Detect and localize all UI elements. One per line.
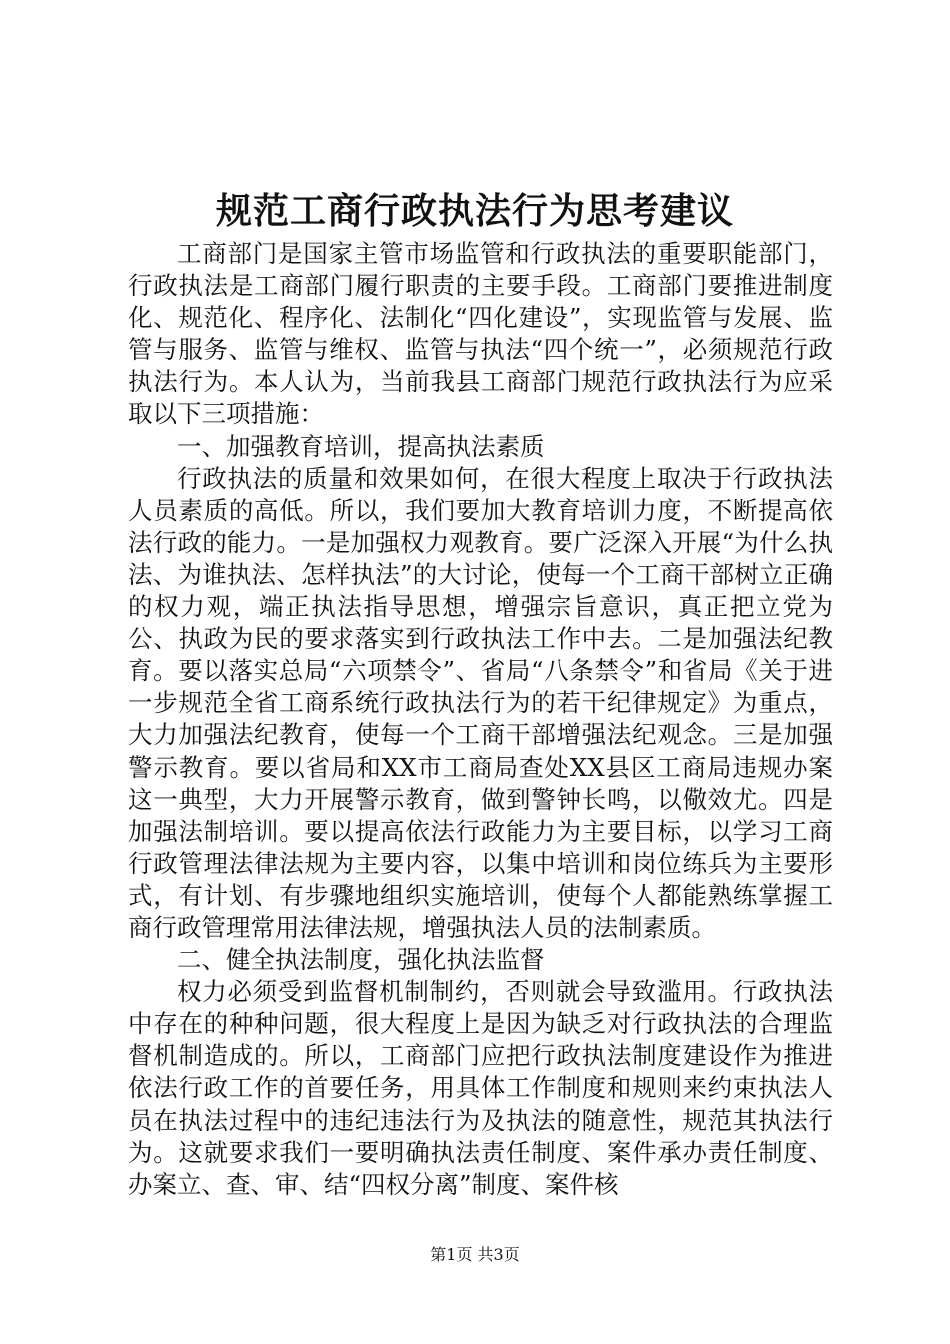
section-2-paragraph: 权力必须受到监督机制制约，否则就会导致滥用。行政执法中存在的种种问题，很大程度上是因为缺乏对行政执法的合理监督机制造成的。所以，工商部门应把行政执法制度建设作为推进依法行政工作的首要任务，用具体工作制度和规则来约束执法人员在执法过程中的违纪违法行为及执法的随意性，规范其执法行为。这就要求我们一要明确执法责任制度、案件承办责任制度、办案立、查、审、结“四权分离”制度、案件核 [128,977,833,1199]
intro-paragraph: 工商部门是国家主管市场监管和行政执法的重要职能部门，行政执法是工商部门履行职责的主要手段。工商部门要推进制度化、规范化、程序化、法制化“四化建设”，实现监管与发展、监管与服务、监管与维权、监管与执法“四个统一”，必须规范行政执法行为。本人认为，当前我县工商部门规范行政执法行为应采取以下三项措施： [128,239,833,429]
section-heading-2: 二、健全执法制度，强化执法监督 [177,945,545,975]
page-footer: 第1页 共3页 [430,1245,520,1264]
section-1-paragraph: 行政执法的质量和效果如何，在很大程度上取决于行政执法人员素质的高低。所以，我们要加大教育培训力度，不断提高依法行政的能力。一是加强权力观教育。要广泛深入开展“为什么执法、为谁执法、怎样执法”的大讨论，使每一个工商干部树立正确的权力观，端正执法指导思想，增强宗旨意识，真正把立党为公、执政为民的要求落实到行政执法工作中去。二是加强法纪教育。要以落实总局“六项禁令”、省局“八条禁令”和省局《关于进一步规范全省工商系统行政执法行为的若干纪律规定》为重点，大力加强法纪教育，使每一个工商干部增强法纪观念。三是加强警示教育。要以省局和XX市工商局查处XX县区工商局违规办案这一典型，大力开展警示教育，做到警钟长鸣，以儆效尤。四是加强法制培训。要以提高依法行政能力为主要目标，以学习工商行政管理法律法规为主要内容，以集中培训和岗位练兵为主要形式，有计划、有步骤地组织实施培训，使每个人都能熟练掌握工商行政管理常用法律法规，增强执法人员的法制素质。 [128,463,833,942]
section-heading-1: 一、加强教育培训，提高执法素质 [177,431,545,461]
document-body [128,238,833,1201]
document-title: 规范工商行政执法行为思考建议 [215,190,734,232]
